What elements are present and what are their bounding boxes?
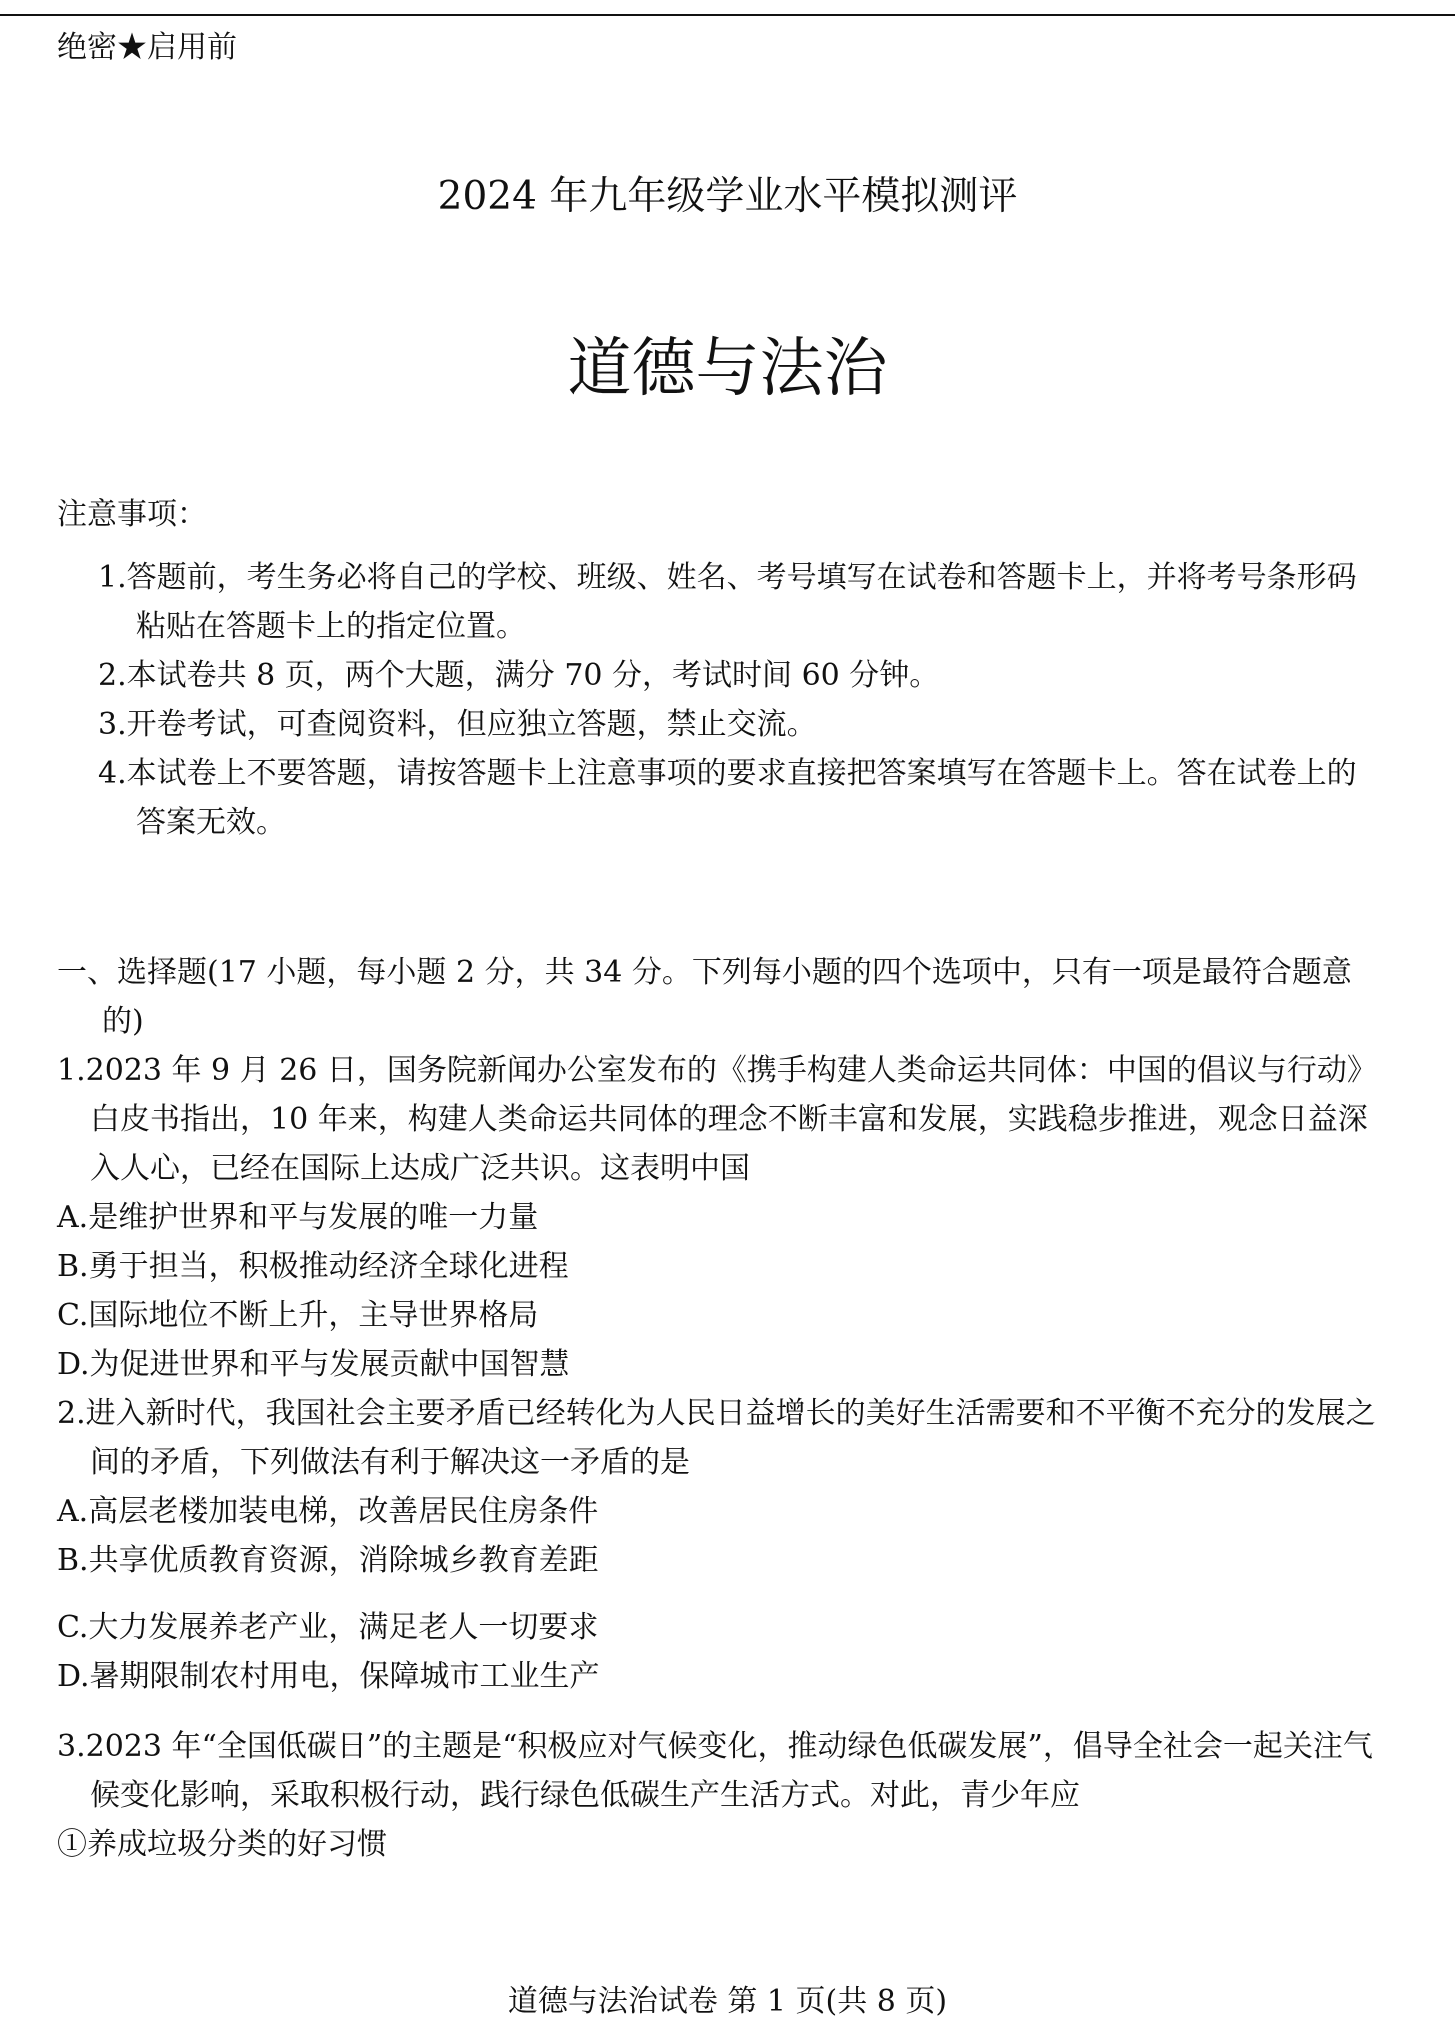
subject-title: 道德与法治 [567, 332, 888, 406]
question-2-stem: 2.进入新时代，我国社会主要矛盾已经转化为人民日益增长的美好生活需要和不平衡不充分的发展之间的矛盾，下列做法有利于解决这一矛盾的是 [57, 1396, 1376, 1480]
question-2-option-a: A.高层老楼加装电梯，改善居民住房条件 [57, 1494, 599, 1529]
question-1-option-a: A.是维护世界和平与发展的唯一力量 [57, 1200, 539, 1235]
notice-item-4: 4.本试卷上不要答题，请按答题卡上注意事项的要求直接把答案填写在答题卡上。答在试卷上的答案无效。 [98, 756, 1357, 840]
section-heading: 一、选择题(17 小题，每小题 2 分，共 34 分。下列每小题的四个选项中，只有一项是最符合题意的) [57, 955, 1352, 1039]
question-3-stem: 3.2023 年“全国低碳日”的主题是“积极应对气候变化，推动绿色低碳发展”，倡导全社会一起关注气候变化影响，采取积极行动，践行绿色低碳生产生活方式。对此，青少年应 [57, 1729, 1373, 1813]
question-2-option-b: B.共享优质教育资源，消除城乡教育差距 [57, 1543, 599, 1578]
notice-item-1: 1.答题前，考生务必将自己的学校、班级、姓名、考号填写在试卷和答题卡上，并将考号条形码粘贴在答题卡上的指定位置。 [98, 560, 1357, 644]
secret-mark: 绝密★启用前 [57, 30, 237, 65]
question-3-choice-1: ①养成垃圾分类的好习惯 [57, 1827, 387, 1862]
question-2-option-c: C.大力发展养老产业，满足老人一切要求 [57, 1610, 599, 1645]
notice-list [57, 553, 1379, 847]
notice-item-3: 3.开卷考试，可查阅资料，但应独立答题，禁止交流。 [98, 707, 817, 742]
question-1-option-c: C.国际地位不断上升，主导世界格局 [57, 1298, 539, 1333]
top-rule [0, 14, 1455, 16]
question-1-option-d: D.为促进世界和平与发展贡献中国智慧 [57, 1347, 570, 1382]
page-footer: 道德与法治试卷 第 1 页(共 8 页) [507, 1984, 948, 2019]
notice-item-2: 2.本试卷共 8 页，两个大题，满分 70 分，考试时间 60 分钟。 [98, 658, 940, 693]
exam-title: 2024 年九年级学业水平模拟测评 [437, 174, 1018, 219]
notice-heading: 注意事项： [57, 497, 207, 532]
question-2-option-d: D.暑期限制农村用电，保障城市工业生产 [57, 1659, 600, 1694]
question-1-stem: 1.2023 年 9 月 26 日，国务院新闻办公室发布的《携手构建人类命运共同体：中国的倡议与行动》白皮书指出，10 年来，构建人类命运共同体的理念不断丰富和发展，实践稳步推进，观念日益深入人心，已经在国际上达成广泛共识。这表明中国 [57, 1053, 1377, 1186]
page-content [57, 553, 1379, 1869]
question-1-option-b: B.勇于担当，积极推动经济全球化进程 [57, 1249, 569, 1284]
